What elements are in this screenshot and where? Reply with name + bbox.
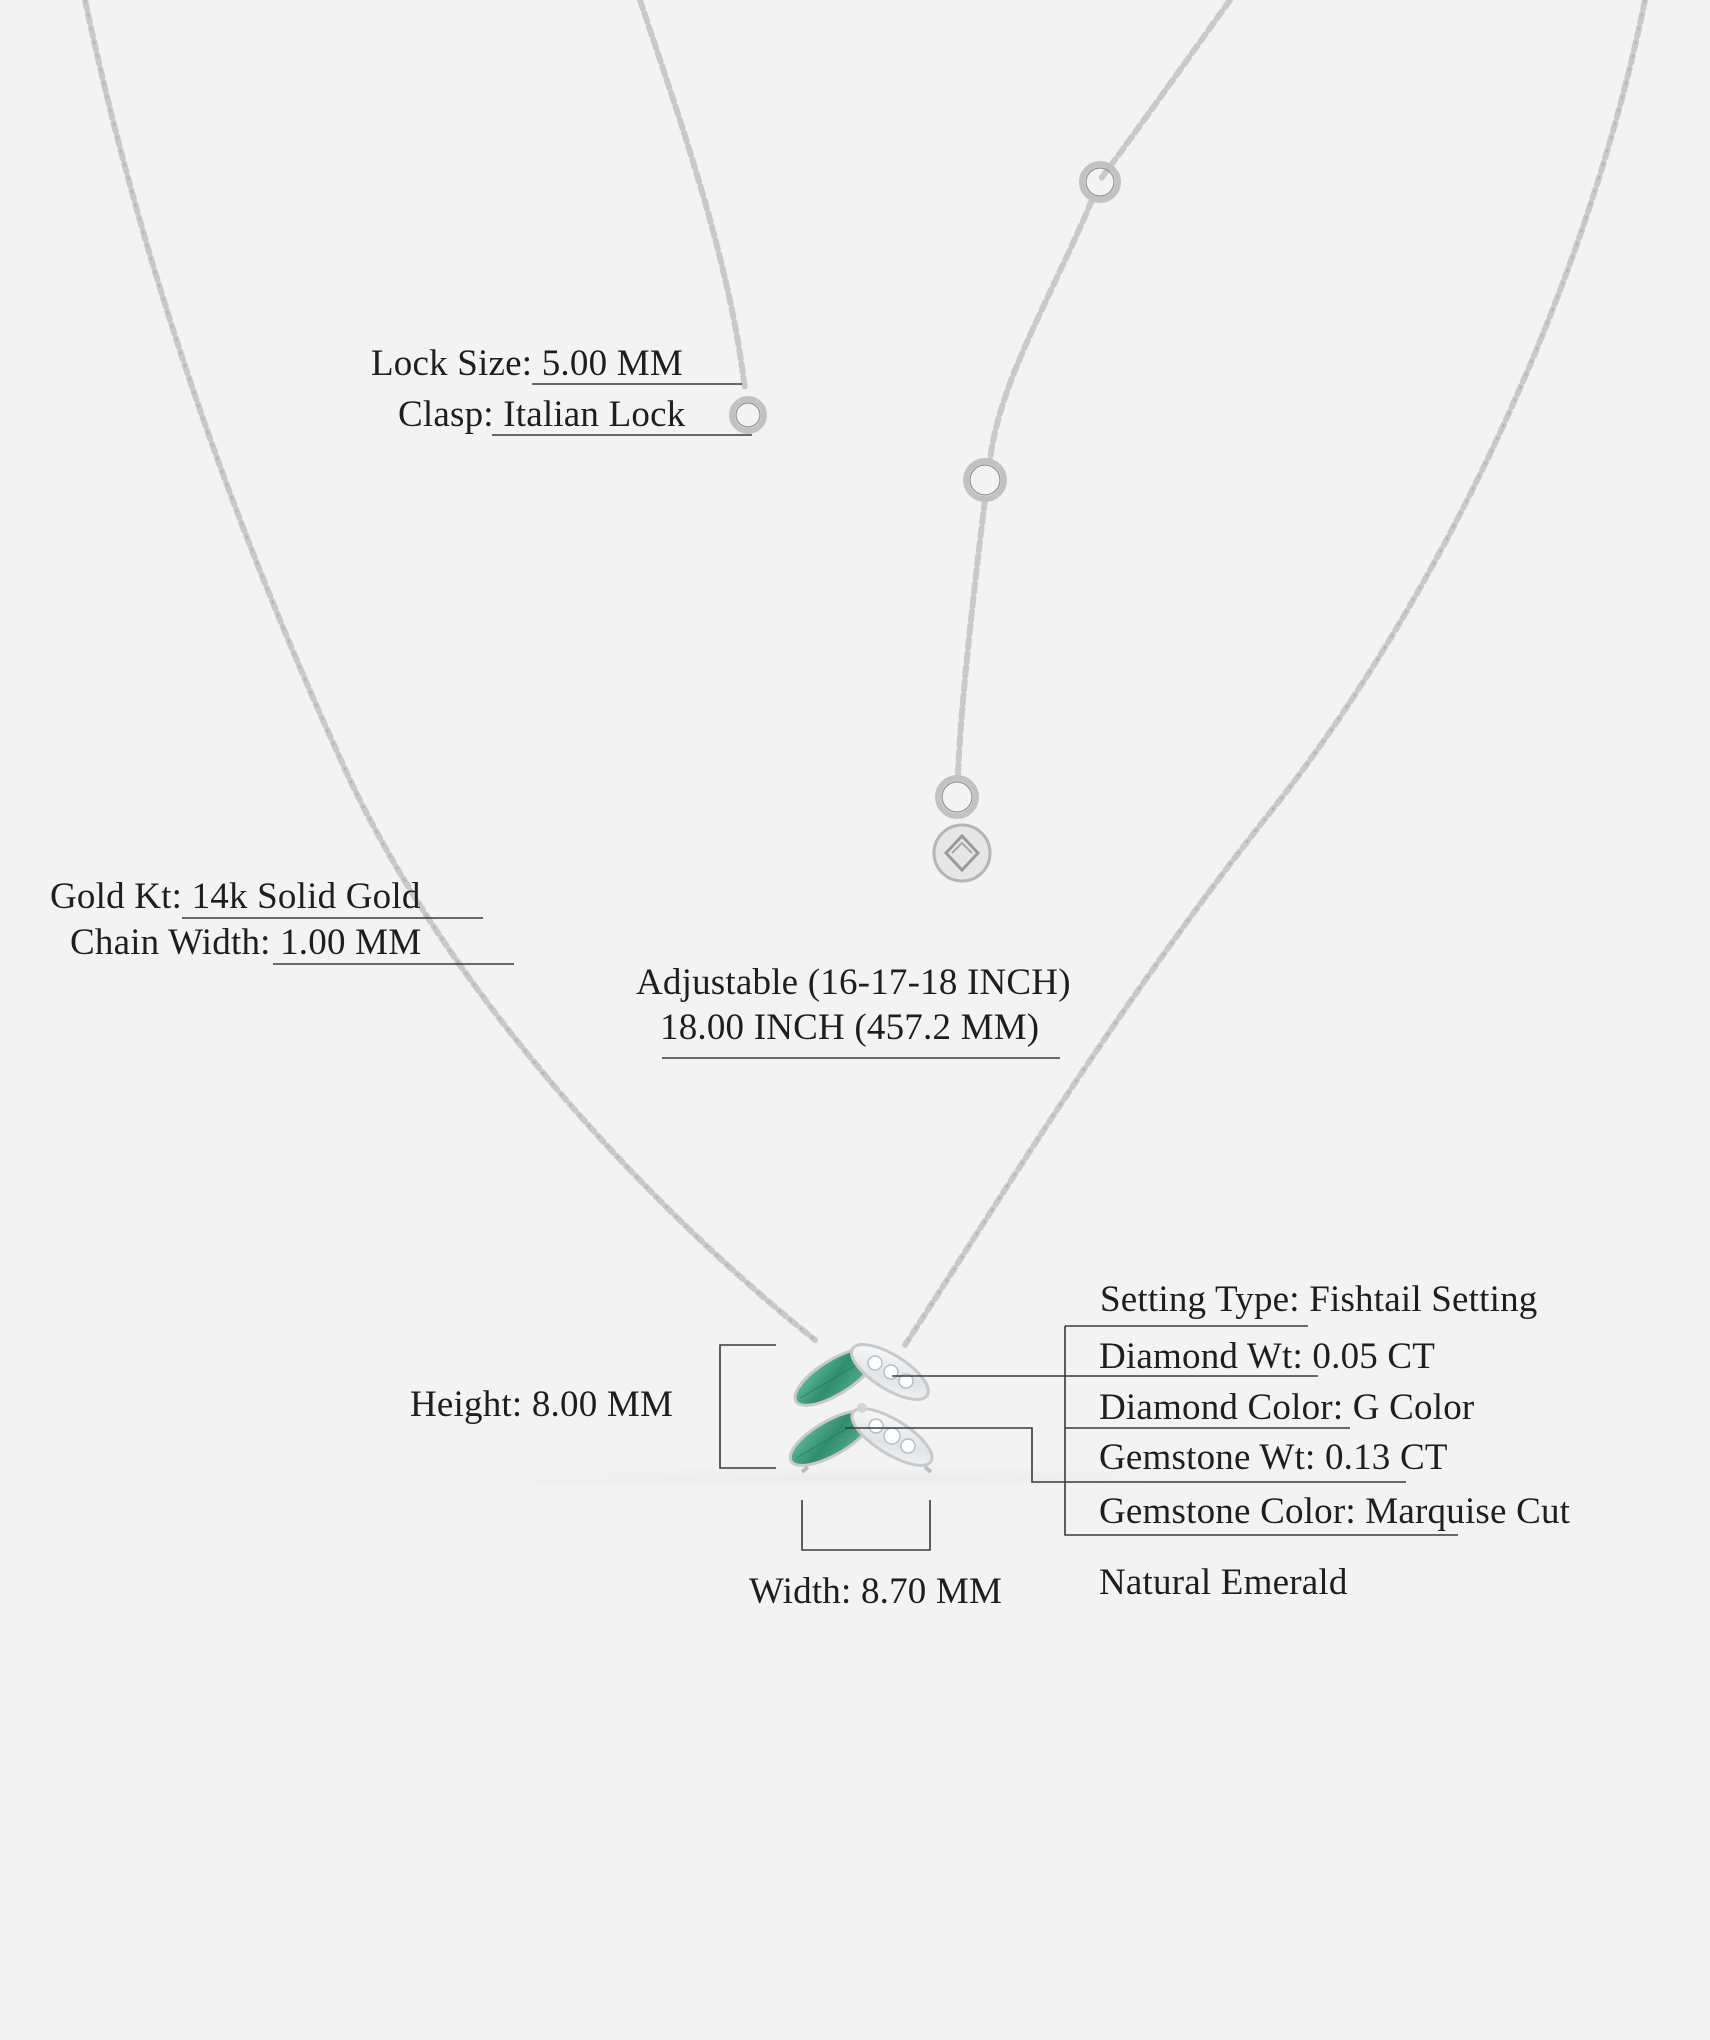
diamond-wt-spec (1099, 1337, 1435, 1377)
setting-type-label: Setting Type: (1100, 1279, 1300, 1320)
chain-width-value: 1.00 MM (280, 922, 422, 963)
pendant (783, 1334, 940, 1476)
length-adjustable: Adjustable (16-17-18 INCH) (636, 962, 1071, 1003)
diamond-wt-label: Diamond Wt: (1099, 1336, 1303, 1377)
chain-width-label: Chain Width: (70, 922, 271, 963)
gold-kt-label: Gold Kt: (50, 876, 183, 917)
gemstone-wt-spec (1099, 1438, 1448, 1478)
setting-type-spec (1100, 1280, 1538, 1320)
height-value: 8.00 MM (531, 1384, 674, 1425)
chain-width-spec (70, 923, 421, 963)
gemstone-color-spec (1099, 1492, 1570, 1532)
extender-ring-1 (1082, 164, 1118, 200)
gemstone-type: Natural Emerald (1099, 1562, 1348, 1603)
diamond-wt-value: 0.05 CT (1312, 1336, 1436, 1377)
extender-ring-3 (938, 778, 976, 816)
right-chain (905, 0, 1645, 1345)
height-label: Height: (410, 1384, 523, 1425)
extender-chain-low (958, 500, 985, 775)
width-bracket (802, 1500, 930, 1550)
gold-kt-value: 14k Solid Gold (191, 876, 421, 917)
extender-chain-mid (990, 200, 1092, 460)
setting-type-value: Fishtail Setting (1309, 1279, 1538, 1320)
gemstone-color-label: Gemstone Color: (1099, 1491, 1356, 1532)
clasp-chain (640, 0, 745, 390)
width-value: 8.70 MM (860, 1571, 1003, 1612)
gemstone-wt-value: 0.13 CT (1324, 1437, 1448, 1478)
width-spec (749, 1572, 1002, 1612)
extender-chain-top (1100, 0, 1230, 180)
clasp-ring (732, 399, 764, 431)
width-label: Width: (749, 1571, 852, 1612)
clasp-label: Clasp: (398, 394, 494, 435)
gemstone-wt-label: Gemstone Wt: (1099, 1437, 1316, 1478)
diamond-color-value: G Color (1352, 1387, 1475, 1428)
clasp-spec (398, 395, 685, 435)
height-bracket (720, 1345, 776, 1468)
lock-size-value: 5.00 MM (541, 343, 683, 384)
diamond-color-label: Diamond Color: (1099, 1387, 1344, 1428)
gold-kt-spec (50, 877, 421, 917)
diamond-color-spec (1099, 1388, 1474, 1428)
extender-ring-2 (966, 461, 1004, 499)
clasp-value: Italian Lock (503, 394, 686, 435)
gemstone-color-value: Marquise Cut (1365, 1491, 1571, 1532)
lock-size-spec (371, 344, 683, 384)
lock-size-label: Lock Size: (371, 343, 533, 384)
height-spec (410, 1385, 673, 1425)
brand-tag-icon (934, 825, 990, 881)
length-value: 18.00 INCH (457.2 MM) (660, 1007, 1040, 1048)
